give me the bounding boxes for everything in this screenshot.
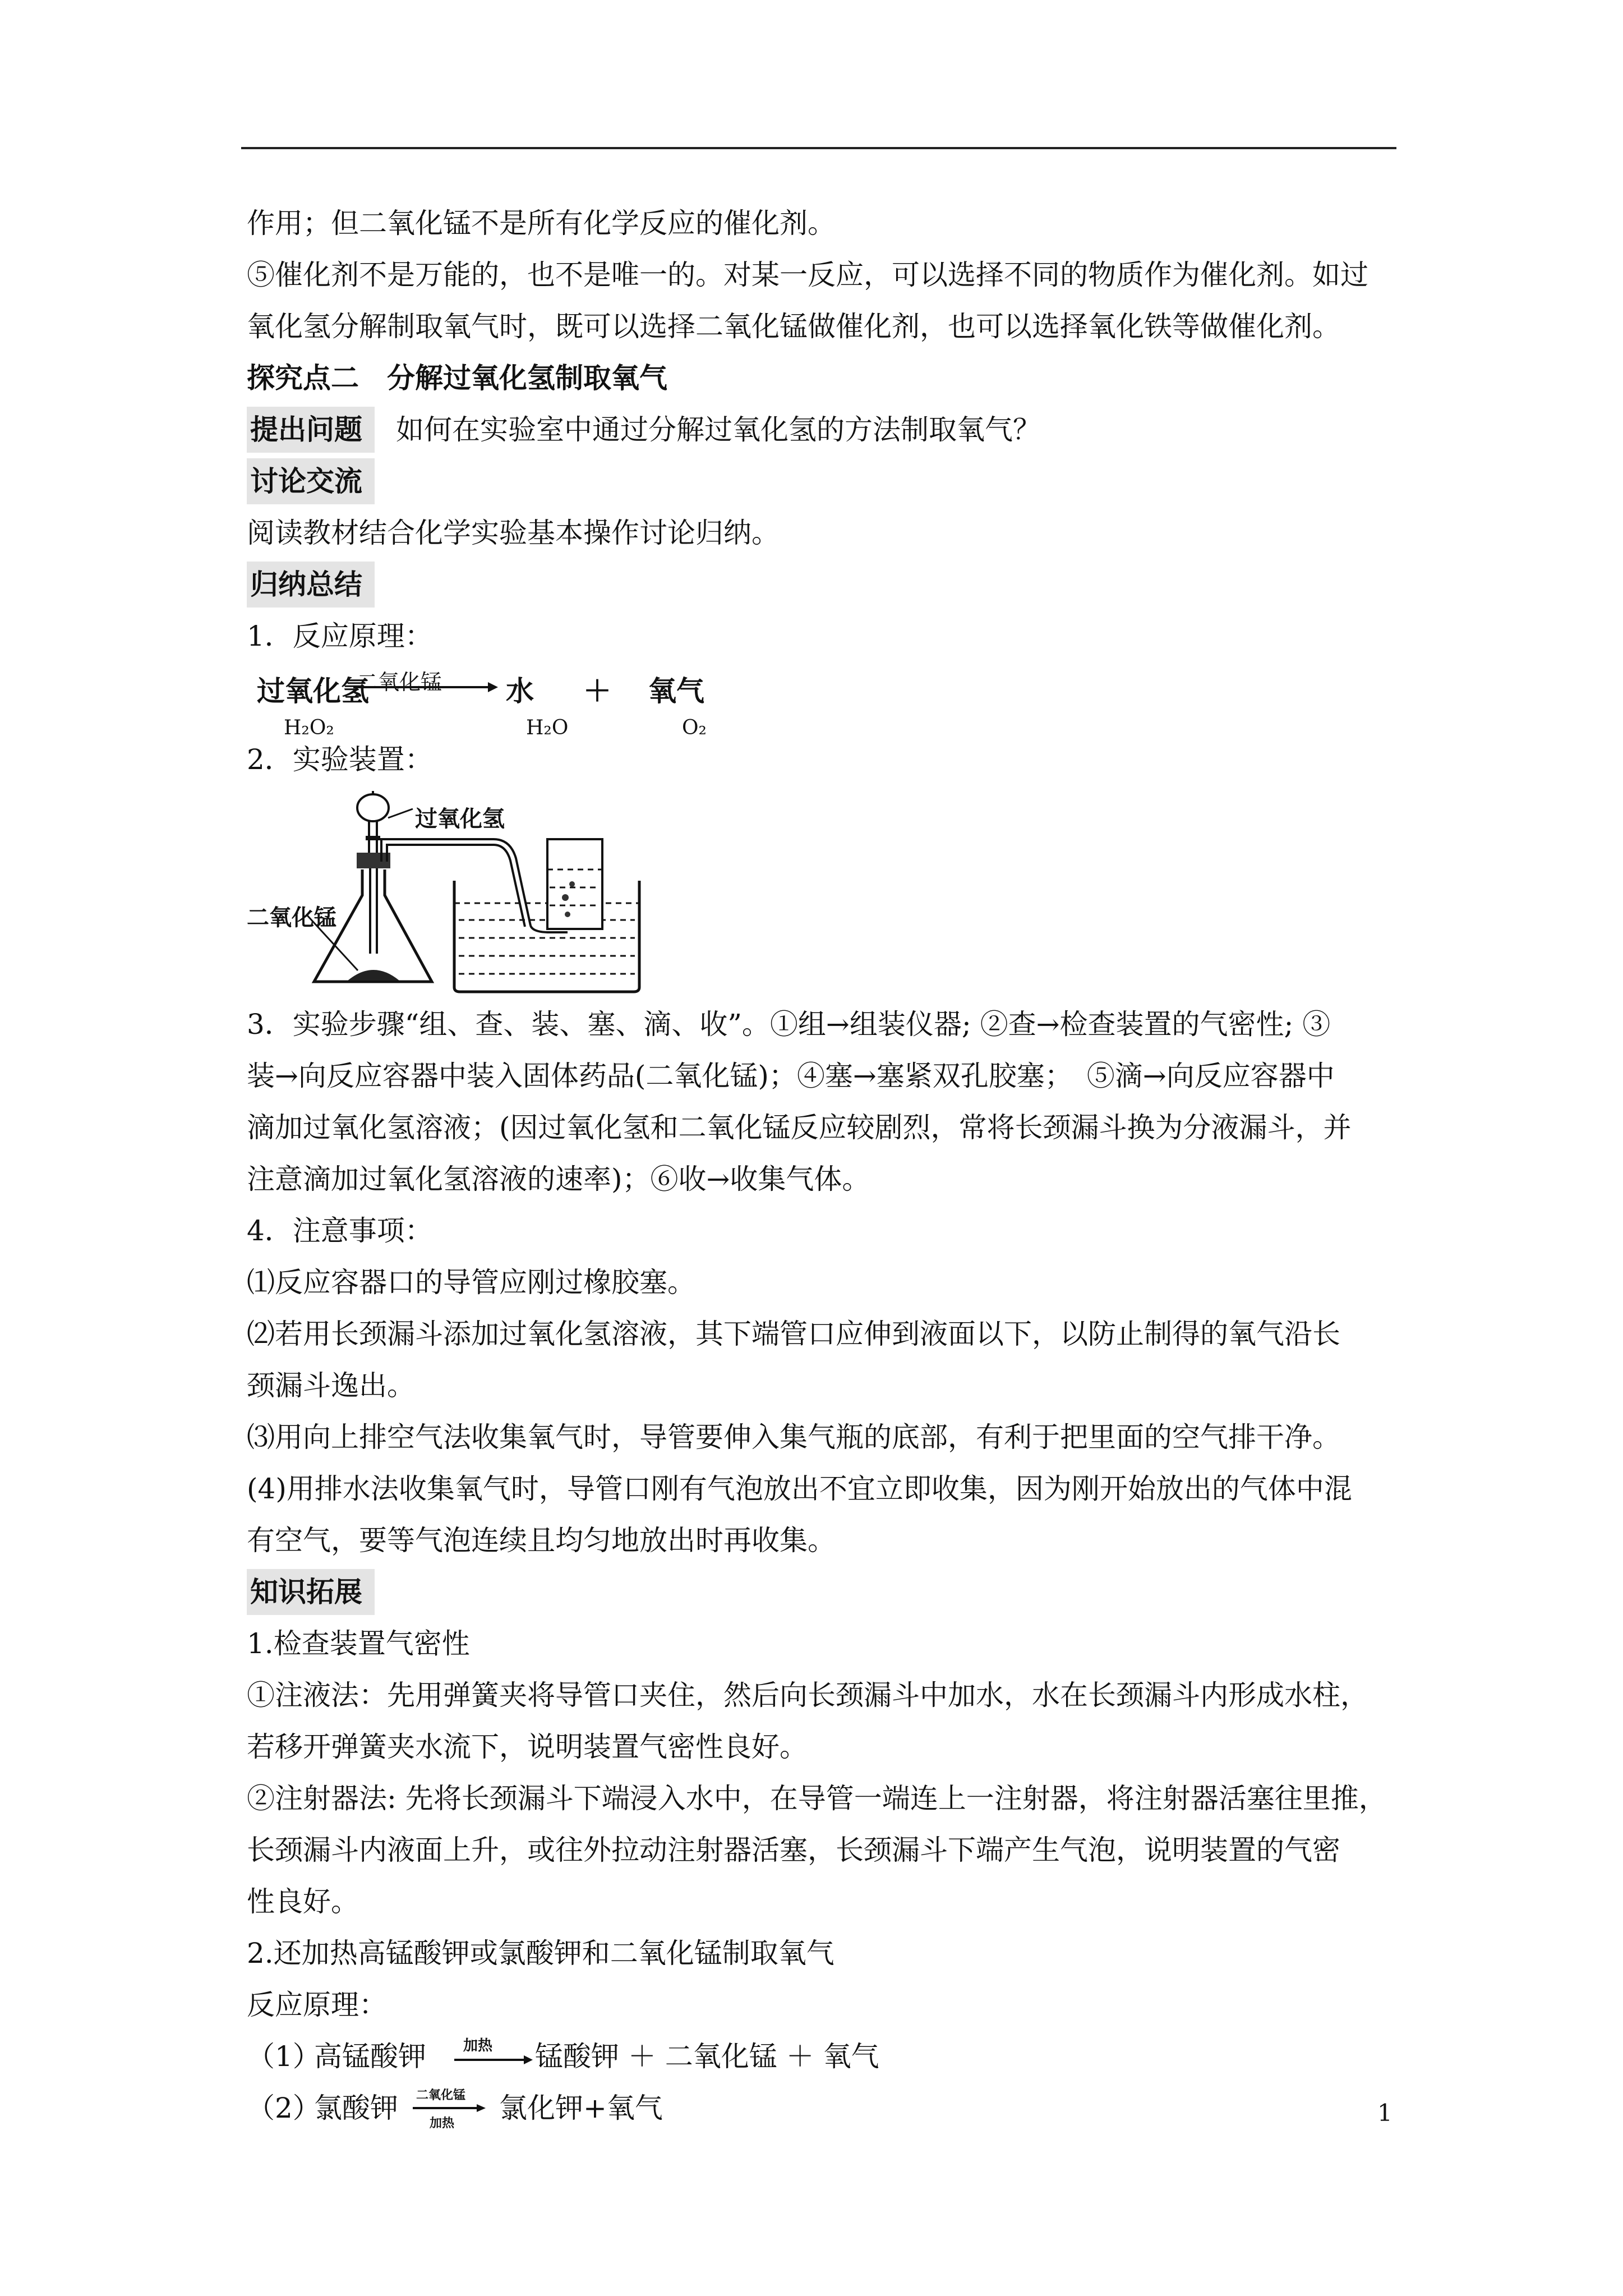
paragraph: ①注液法：先用弹簧夹将导管口夹住，然后向长颈漏斗中加水，水在长颈漏斗内形成水柱， [247,1679,1368,1711]
condition-heat: 加热 [463,2037,493,2054]
reactant-word: 过氧化氢 [257,674,369,707]
arrow-icon [454,2053,533,2067]
products-kmno4: 锰酸钾 ＋ 二氧化锰 ＋ 氧气 [535,2040,879,2073]
reaction-kclo3 [247,2082,1396,2134]
reaction-number: （2） [247,2092,321,2124]
tag-extension: 知识拓展 [247,1569,375,1615]
paragraph: 氧化氢分解制取氧气时，既可以选择二氧化锰做催化剂，也可以选择氧化铁等做催化剂。 [247,310,1340,343]
reaction-number: （1） [247,2040,321,2073]
header-rule [241,147,1396,149]
arrow-icon [353,679,499,696]
notes-heading: 4．注意事项： [247,1214,433,1247]
label-h2o2: 过氧化氢 [415,806,505,832]
paragraph: 长颈漏斗内液面上升，或往外拉动注射器活塞，长颈漏斗下端产生气泡，说明装置的气密 [247,1834,1340,1866]
paragraph: ⑤催化剂不是万能的，也不是唯一的。对某一反应，可以选择不同的物质作为催化剂。如过 [247,259,1368,291]
condition-catalyst: 二氧化锰 [416,2088,466,2102]
apparatus-diagram [247,785,1396,999]
question-line [247,404,1396,455]
note-item: (4)用排水法收集氧气时，导管口刚有气泡放出不宜立即收集，因为刚开始放出的气体中混 [247,1473,1352,1505]
extension-heading: 2.还加热高锰酸钾或氯酸钾和二氧化锰制取氧气 [247,1937,834,1970]
product-oxygen: 氧气 [648,674,704,707]
question-text: 如何在实验室中通过分解过氧化氢的方法制取氧气？ [396,413,1041,446]
paragraph: 作用；但二氧化锰不是所有化学反应的催化剂。 [247,207,836,240]
tag-line [247,455,1396,507]
note-item: ⑶用向上排空气法收集氧气时，导管要伸入集气瓶的底部，有利于把里面的空气排干净。 [247,1421,1340,1453]
page-number: 1 [1377,2099,1393,2127]
note-item: 有空气，要等气泡连续且均匀地放出时再收集。 [247,1524,836,1557]
tag-question: 提出问题 [247,407,375,453]
reaction-kmno4 [247,2031,1396,2082]
principle-heading: 1．反应原理： [247,620,433,652]
formula-h2o: H₂O [526,716,569,739]
apparatus-heading: 2．实验装置： [247,743,433,776]
paragraph: ②注射器法: 先将长颈漏斗下端浸入水中，在导管一端连上一注射器，将注射器活塞往里推， [247,1782,1387,1815]
document-body [247,197,1396,2134]
extension-heading: 1.检查装置气密性 [247,1627,470,1660]
steps-line: 装→向反应容器中装入固体药品(二氧化锰)；④塞→塞紧双孔胶塞； ⑤滴→向反应容器中 [247,1060,1335,1092]
paragraph: 若移开弹簧夹水流下，说明装置气密性良好。 [247,1731,808,1763]
paragraph: 反应原理： [247,1989,387,2021]
paragraph: 性良好。 [247,1885,359,1918]
product-water: 水 [506,674,534,707]
catalyst-label: 二氧化锰 [357,670,442,694]
label-mno2: 二氧化锰 [247,904,336,931]
steps-line: 3．实验步骤“组、查、装、塞、滴、收”。①组→组装仪器; ②查→检查装置的气密性; ③ [247,1008,1331,1041]
plus-sign: ＋ [583,674,611,707]
reactant-kmno4: 高锰酸钾 [314,2040,426,2073]
section-title: 探究点二 分解过氧化氢制取氧气 [247,362,667,394]
formula-o2: O₂ [682,716,707,739]
paragraph: 阅读教材结合化学实验基本操作讨论归纳。 [247,517,780,549]
tag-discussion: 讨论交流 [247,458,375,504]
note-item: 颈漏斗逸出。 [247,1369,415,1402]
tag-summary: 归纳总结 [247,562,375,608]
note-item: ⑵若用长颈漏斗添加过氧化氢溶液，其下端管口应伸到液面以下，以防止制得的氧气沿长 [247,1318,1340,1350]
steps-line: 滴加过氧化氢溶液；(因过氧化氢和二氧化锰反应较剧烈，常将长颈漏斗换为分液漏斗，并 [247,1111,1352,1144]
tag-line [247,559,1396,610]
condition-heat: 加热 [430,2116,455,2131]
note-item: ⑴反应容器口的导管应刚过橡胶塞。 [247,1266,695,1299]
arrow-icon [413,2102,486,2114]
reactant-kclo3: 氯酸钾 [314,2092,398,2124]
steps-line: 注意滴加过氧化氢溶液的速率)；⑥收→收集气体。 [247,1163,870,1195]
products-kclo3: 氯化钾+氧气 [499,2092,663,2124]
reaction-equation-h2o2 [247,662,1396,739]
formula-h2o2: H₂O₂ [284,716,334,739]
tag-line [247,1566,1396,1618]
